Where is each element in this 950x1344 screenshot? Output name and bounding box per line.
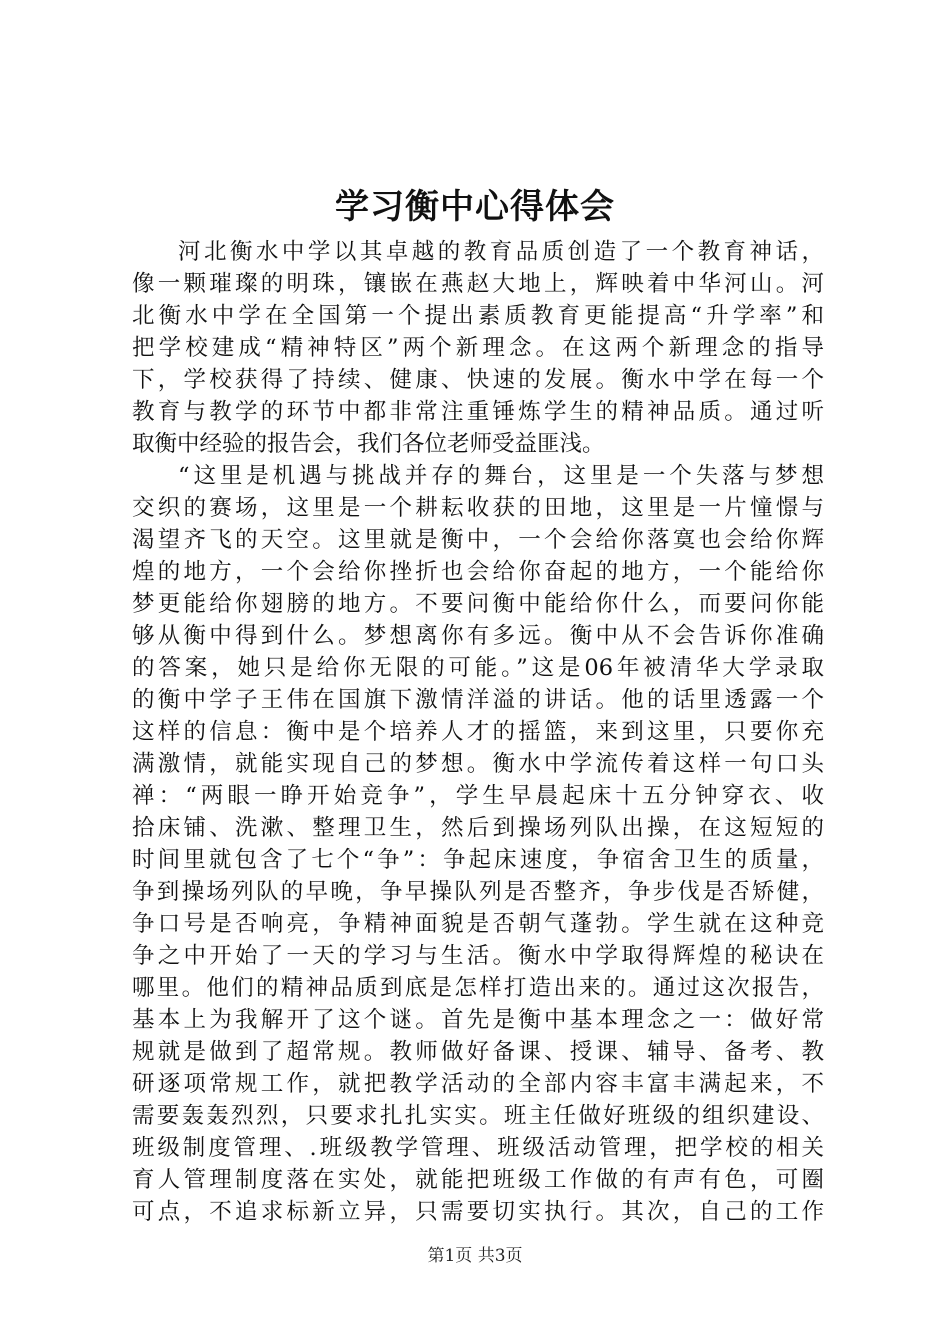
text-line: 煌的地方，一个会给你挫折也会给你奋起的地方，一个能给你 <box>132 559 824 585</box>
text-line: 的衡中学子王伟在国旗下激情洋溢的讲话。他的话里透露一个 <box>132 687 824 713</box>
text-line: “这里是机遇与挑战并存的舞台，这里是一个失落与梦想 <box>178 463 824 489</box>
text-line: 育人管理制度落在实处，就能把班级工作做的有声有色，可圈 <box>132 1167 824 1193</box>
text-line: 交织的赛场，这里是一个耕耘收获的田地，这里是一片憧憬与 <box>132 495 824 521</box>
text-line: 北衡水中学在全国第一个提出素质教育更能提高“升学率”和 <box>132 303 824 329</box>
text-line: 够从衡中得到什么。梦想离你有多远。衡中从不会告诉你准确 <box>132 623 824 649</box>
text-line: 争之中开始了一天的学习与生活。衡水中学取得辉煌的秘诀在 <box>132 943 824 969</box>
text-line: 教育与教学的环节中都非常注重锤炼学生的精神品质。通过听 <box>132 399 824 425</box>
text-line: 河北衡水中学以其卓越的教育品质创造了一个教育神话， <box>178 239 824 265</box>
text-line: 满激情，就能实现自己的梦想。衡水中学流传着这样一句口头 <box>132 751 824 777</box>
text-line: 把学校建成“精神特区”两个新理念。在这两个新理念的指导 <box>132 335 824 361</box>
document-title: 学习衡中心得体会 <box>335 187 615 227</box>
text-line: 取衡中经验的报告会，我们各位老师受益匪浅。 <box>132 431 605 457</box>
text-line: 下，学校获得了持续、健康、快速的发展。衡水中学在每一个 <box>132 367 824 393</box>
text-line: 可点，不追求标新立异，只需要切实执行。其次，自己的工作 <box>132 1199 824 1225</box>
text-line: 班级制度管理、.班级教学管理、班级活动管理，把学校的相关 <box>132 1135 824 1161</box>
text-line: 争口号是否响亮，争精神面貌是否朝气蓬勃。学生就在这种竞 <box>132 911 824 937</box>
document-body <box>132 236 824 1228</box>
text-line: 的答案，她只是给你无限的可能。”这是06年被清华大学录取 <box>132 655 824 681</box>
text-line: 拾床铺、洗漱、整理卫生，然后到操场列队出操，在这短短的 <box>132 815 824 841</box>
text-line: 像一颗璀璨的明珠，镶嵌在燕赵大地上，辉映着中华河山。河 <box>132 271 824 297</box>
text-line: 禅：“两眼一睁开始竞争”，学生早晨起床十五分钟穿衣、收 <box>132 783 824 809</box>
text-line: 时间里就包含了七个“争”：争起床速度，争宿舍卫生的质量， <box>132 847 824 873</box>
text-line: 梦更能给你翅膀的地方。不要问衡中能给你什么，而要问你能 <box>132 591 824 617</box>
text-line: 哪里。他们的精神品质到底是怎样打造出来的。通过这次报告， <box>132 975 824 1001</box>
text-line: 研逐项常规工作，就把教学活动的全部内容丰富丰满起来，不 <box>132 1071 824 1097</box>
page-number: 第1页 共3页 <box>427 1246 523 1266</box>
text-line: 渴望齐飞的天空。这里就是衡中，一个会给你落寞也会给你辉 <box>132 527 824 553</box>
text-line: 争到操场列队的早晚，争早操队列是否整齐，争步伐是否矫健， <box>132 879 824 905</box>
text-line: 规就是做到了超常规。教师做好备课、授课、辅导、备考、教 <box>132 1039 824 1065</box>
text-line: 这样的信息：衡中是个培养人才的摇篮，来到这里，只要你充 <box>132 719 824 745</box>
text-line: 需要轰轰烈烈，只要求扎扎实实。班主任做好班级的组织建设、 <box>132 1103 824 1129</box>
text-line: 基本上为我解开了这个谜。首先是衡中基本理念之一：做好常 <box>132 1007 824 1033</box>
